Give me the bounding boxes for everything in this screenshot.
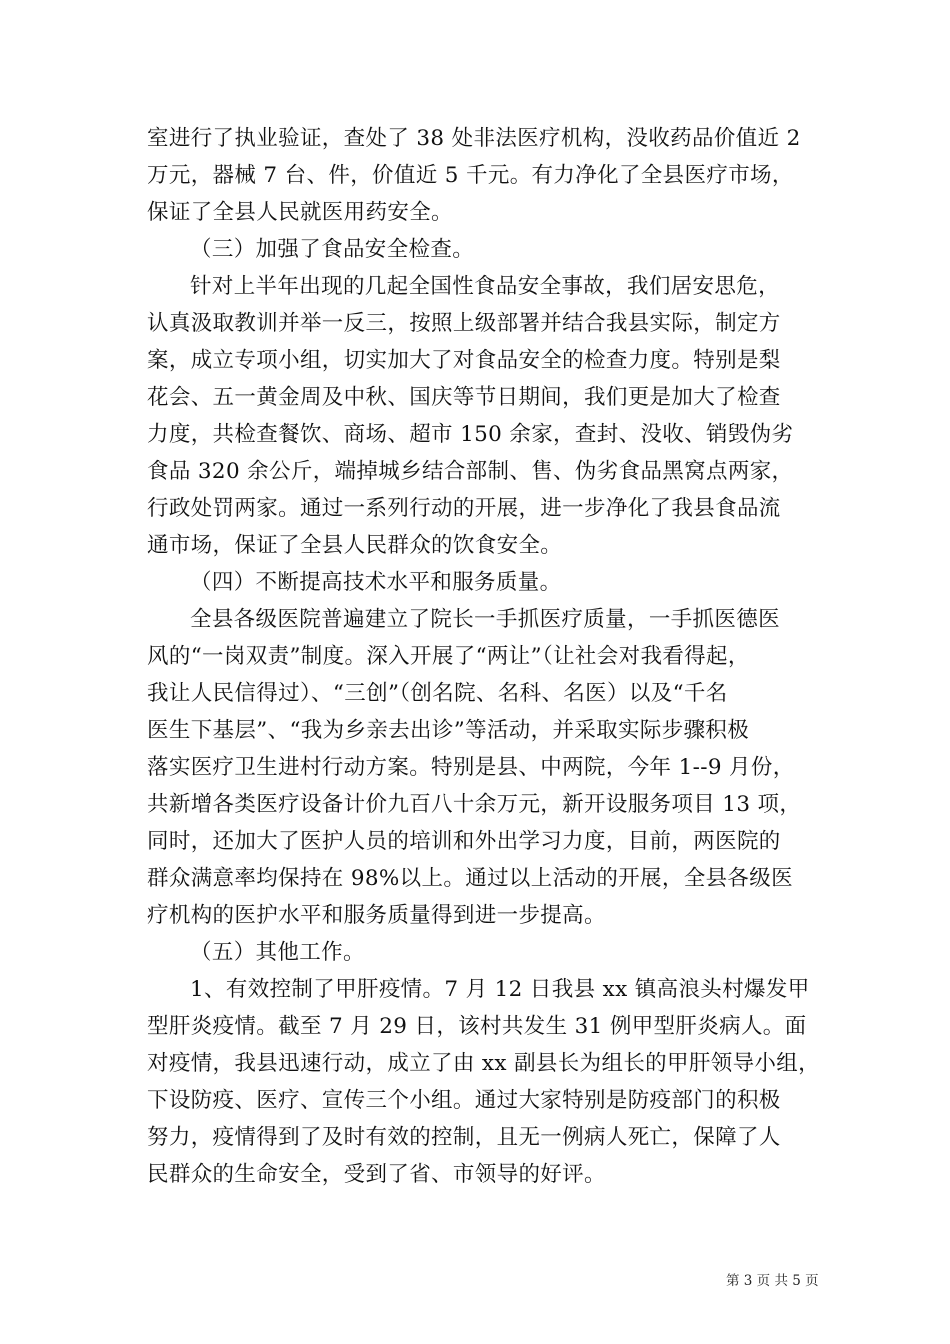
body-text-line: 共新增各类医疗设备计价九百八十余万元，新开设服务项目 13 项， [147,792,802,817]
body-text-line: 力度，共检查餐饮、商场、超市 150 余家，查封、没收、销毁伪劣 [147,422,794,447]
body-text-line: 型肝炎疫情。截至 7 月 29 日，该村共发生 31 例甲型肝炎病人。面 [147,1014,807,1039]
body-text-line: 疗机构的医护水平和服务质量得到进一步提高。 [147,903,606,928]
body-text-line: 同时，还加大了医护人员的培训和外出学习力度，目前，两医院的 [147,829,781,854]
body-text-line: 对疫情，我县迅速行动，成立了由 xx 副县长为组长的甲肝领导小组， [147,1051,820,1076]
body-text-line: 室进行了执业验证，查处了 38 处非法医疗机构，没收药品价值近 2 [147,126,801,151]
paragraph-start: 针对上半年出现的几起全国性食品安全事故，我们居安思危， [190,274,780,299]
body-text-line: 落实医疗卫生进村行动方案。特别是县、中两院，今年 1--9 月份， [147,755,795,780]
paragraph-start: 全县各级医院普遍建立了院长一手抓医疗质量，一手抓医德医 [190,607,780,632]
body-text-line: 努力，疫情得到了及时有效的控制，且无一例病人死亡，保障了人 [147,1125,781,1150]
body-text-line: 风的“一岗双责”制度。深入开展了“两让”（让社会对我看得起， [147,644,750,669]
section-heading-5: （五）其他工作。 [190,940,365,965]
body-text-line: 花会、五一黄金周及中秋、国庆等节日期间，我们更是加大了检查 [147,385,781,410]
body-text-line: 认真汲取教训并举一反三，按照上级部署并结合我县实际，制定方 [147,311,781,336]
body-text-line: 群众满意率均保持在 98%以上。通过以上活动的开展，全县各级医 [147,866,793,891]
paragraph-start: 1、有效控制了甲肝疫情。7 月 12 日我县 xx 镇高浪头村爆发甲 [190,977,810,1002]
section-heading-3: （三）加强了食品安全检查。 [190,237,475,262]
body-text-line: 保证了全县人民就医用药安全。 [147,200,453,225]
body-text-line: 通市场，保证了全县人民群众的饮食安全。 [147,533,563,558]
body-text-line: 下设防疫、医疗、宣传三个小组。通过大家特别是防疫部门的积极 [147,1088,781,1113]
body-text-line: 我让人民信得过）、“三创”（创名院、名科、名医）以及“千名 [147,681,728,706]
body-text-line: 民群众的生命安全，受到了省、市领导的好评。 [147,1162,606,1187]
body-text-line: 行政处罚两家。通过一系列行动的开展，进一步净化了我县食品流 [147,496,781,521]
body-text-line: 万元，器械 7 台、件，价值近 5 千元。有力净化了全县医疗市场， [147,163,794,188]
page-number: 第 3 页 共 5 页 [726,1273,819,1289]
body-text-line: 案，成立专项小组，切实加大了对食品安全的检查力度。特别是梨 [147,348,781,373]
section-heading-4: （四）不断提高技术水平和服务质量。 [190,570,562,595]
body-text-line: 食品 320 余公斤，端掉城乡结合部制、售、伪劣食品黑窝点两家， [147,459,794,484]
body-text-line: 医生下基层”、“我为乡亲去出诊”等活动，并采取实际步骤积极 [147,718,750,743]
